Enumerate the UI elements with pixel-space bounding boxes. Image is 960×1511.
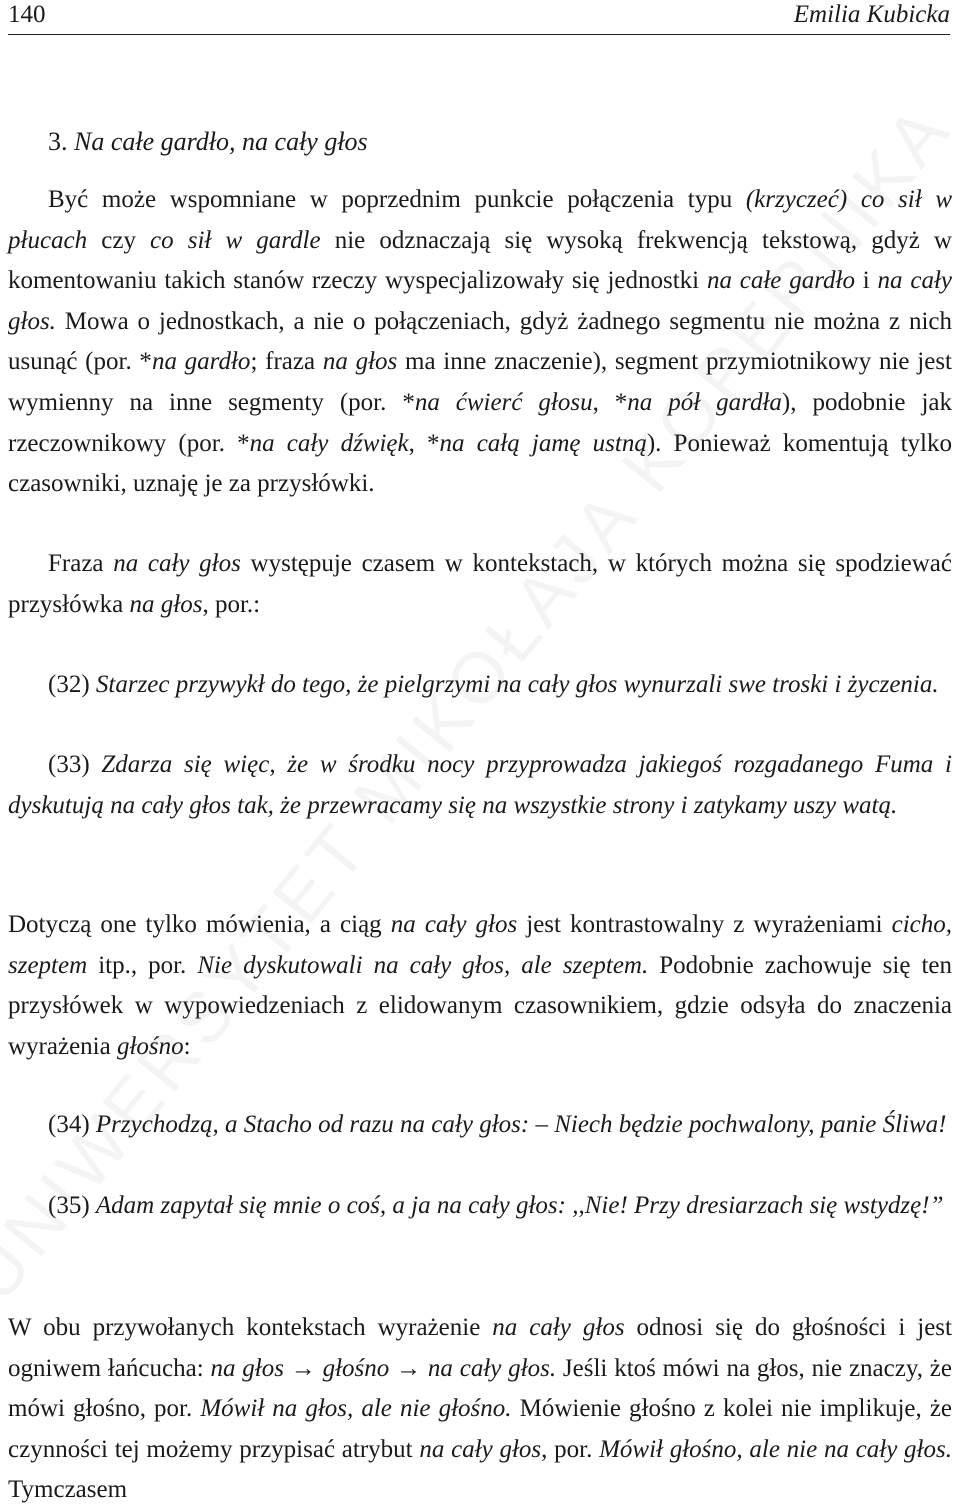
section-heading: [48, 124, 368, 160]
italic-run: (krzyczeć) co sił w płucach: [8, 186, 952, 254]
text-run: Jeśli ktoś mówi na głos, nie znaczy, że mówi głośno, por.: [8, 1354, 952, 1423]
italic-run: na głos: [322, 348, 398, 376]
example-32: [8, 665, 952, 706]
italic-run: cicho, szeptem: [8, 911, 952, 979]
text-run: występuje czasem w kontekstach, w których można się spodziewać przysłówka: [8, 550, 952, 618]
text-run: odnosi się do głośności i jest ogniwem łańcucha:: [8, 1314, 952, 1382]
paragraph-3: [8, 905, 952, 1067]
text-run: (35): [48, 1192, 96, 1219]
text-run: Dotyczą one tylko mówienia, a ciąg: [8, 911, 391, 938]
text-run: , por.: [541, 1435, 600, 1463]
text-run: Mówienie głośno z kolei nie implikuje, że czynności tej możemy przypisać atrybut: [8, 1395, 953, 1463]
text-run: Tymczasem: [8, 1476, 128, 1504]
text-run: itp., por.: [87, 951, 198, 979]
text-run: , *: [592, 388, 628, 416]
example-35: [8, 1186, 952, 1227]
text-run: jest kontrastowalny z wyrażeniami: [517, 911, 892, 938]
running-header: [8, 0, 950, 35]
text-run: i: [854, 267, 878, 295]
text-run: ). Ponieważ komentują tylko czasowniki, uznaję je za przysłówki.: [8, 429, 952, 498]
page-number: 140: [8, 1, 46, 28]
italic-run: na cały głos: [419, 1435, 542, 1463]
text-run: :: [183, 1032, 191, 1060]
text-run: (34): [48, 1111, 96, 1138]
italic-run: na gardło: [151, 348, 251, 376]
example-34: [8, 1105, 952, 1146]
example-33: [8, 745, 952, 826]
text-run: , *: [408, 429, 440, 457]
text-run: W obu przywołanych kontekstach wyrażenie: [8, 1314, 493, 1341]
italic-run: Zdarza się więc, że w środku nocy przyprowadza jakiegoś rozgadanego Fuma i dyskutują na cały głos tak, że przewracamy się na wszystkie strony i zatykamy uszy watą.: [8, 751, 952, 819]
text-run: (33): [48, 751, 102, 778]
paragraph-1: [8, 180, 952, 505]
paragraph-2: [8, 544, 952, 625]
italic-run: na cały głos: [113, 550, 241, 577]
text-run: nie odznaczają się wysoką frekwencją tekstową, gdyż w komentowaniu takich stanów rzeczy wyspecjalizowały się jednostki: [8, 226, 952, 295]
italic-run: na głos: [129, 590, 203, 618]
italic-run: Przychodzą, a Stacho od razu na cały głos: – Niech będzie pochwalony, panie Śliwa!: [95, 1111, 947, 1138]
text-run: ; fraza: [250, 348, 323, 376]
text-run: , por.:: [202, 590, 261, 618]
italic-run: Mówił na głos, ale nie głośno.: [200, 1395, 512, 1423]
italic-run: na cały głos: [390, 911, 518, 938]
italic-run: głośno: [116, 1032, 184, 1060]
section-number: 3.: [48, 127, 68, 156]
running-head-author: Emilia Kubicka: [793, 1, 950, 28]
italic-run: na cały głos: [492, 1314, 625, 1341]
italic-run: na całą jamę ustną: [439, 429, 647, 457]
italic-run: na głos → głośno → na cały głos.: [210, 1354, 557, 1382]
text-run: czy: [87, 226, 151, 254]
text-run: Fraza: [48, 550, 114, 577]
text-run: Być może wspomniane w poprzednim punkcie połączenia typu: [48, 186, 746, 213]
italic-run: Mówił głośno, ale nie na cały głos.: [599, 1435, 952, 1463]
italic-run: na cały głos.: [8, 267, 952, 335]
text-run: (32): [48, 671, 96, 698]
italic-run: na ćwierć głosu: [414, 388, 593, 416]
text-run: ma inne znaczenie), segment przymiotnikowy nie jest wymienny na inne segmenty (por. *: [8, 348, 952, 416]
text-run: ), podobnie jak rzeczownikowy (por. *: [8, 388, 953, 457]
italic-run: na cały dźwięk: [249, 429, 409, 457]
paragraph-4: [8, 1308, 952, 1511]
italic-run: Adam zapytał się mnie o coś, a ja na cały głos: ,,Nie! Przy dresiarzach się wstydzę!”: [95, 1192, 944, 1219]
text-run: Podobnie zachowuje się ten przysłówek w wypowiedzeniach z elidowanym czasownikiem, gdzie odsyła do znaczenia wyrażenia: [8, 951, 952, 1060]
italic-run: na pół gardła: [627, 388, 782, 416]
italic-run: Starzec przywykł do tego, że pielgrzymi na cały głos wynurzali swe troski i życzenia.: [95, 671, 939, 698]
italic-run: na całe gardło: [706, 267, 855, 295]
italic-run: co sił w gardle: [150, 226, 321, 254]
text-run: Mowa o jednostkach, a nie o połączeniach, gdyż żadnego segmentu nie można z nich usunąć (por. *: [8, 307, 952, 376]
section-title: Na całe gardło, na cały głos: [74, 127, 368, 156]
italic-run: Nie dyskutowali na cały głos, ale szeptem.: [197, 951, 649, 979]
